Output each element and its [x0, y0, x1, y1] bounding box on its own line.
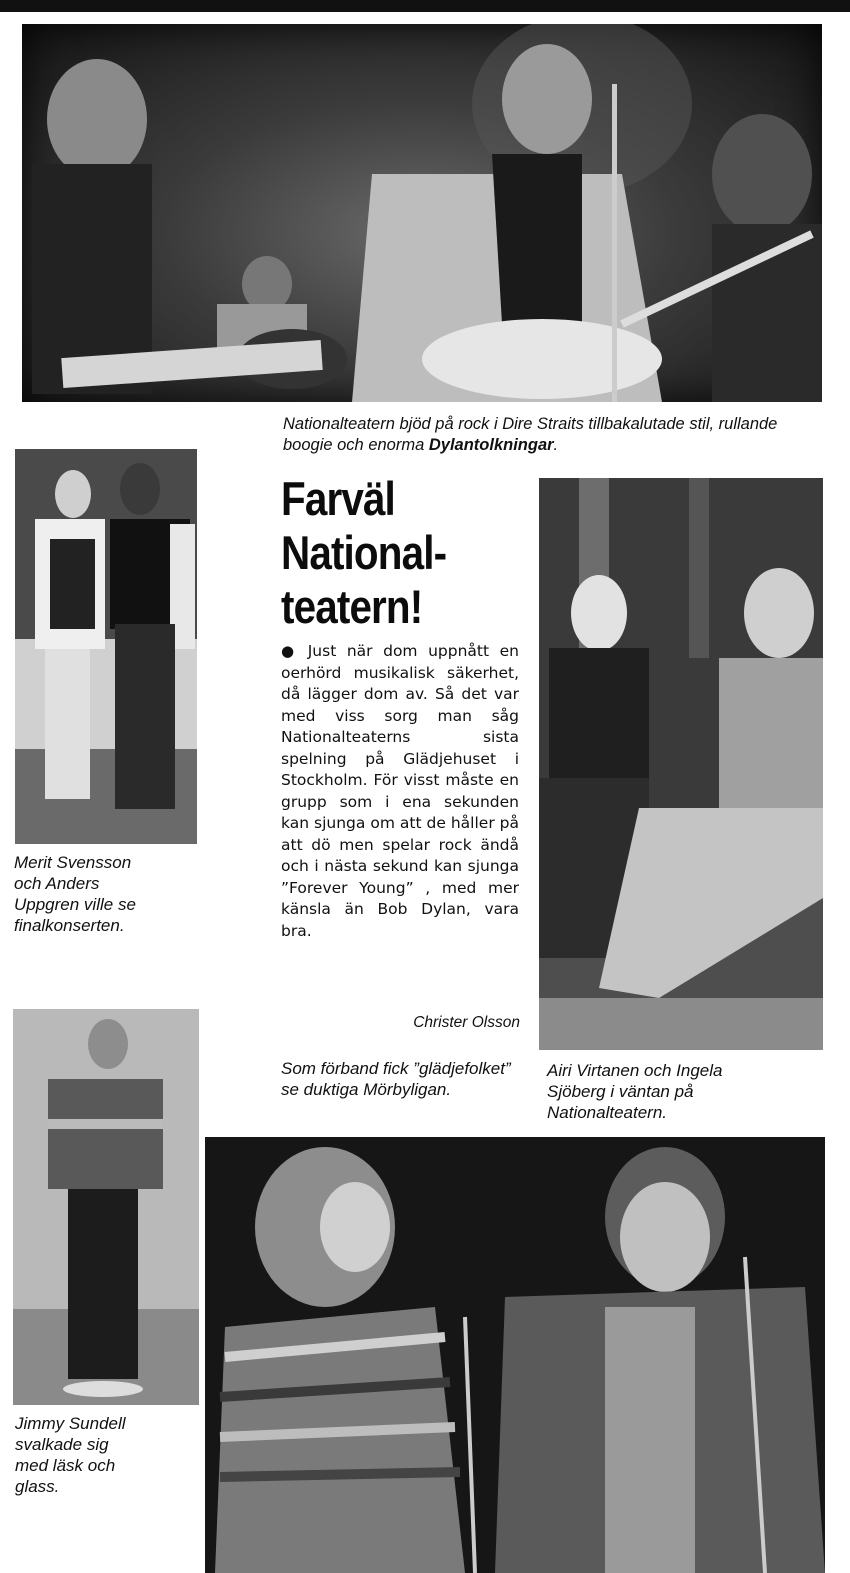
top-photo-caption [283, 414, 828, 456]
article-body [281, 641, 519, 942]
photo-singers [205, 1137, 825, 1573]
left-photo-2-caption: Jimmy Sundell svalkade sig med läsk och glass. [15, 1414, 126, 1496]
caption-text-1: Nationalteatern bjöd på rock i [283, 415, 503, 433]
top-border [0, 0, 850, 12]
article-body-text: Just när dom uppnått en oerhörd musikalisk säkerhet, då lägger dom av. Så det var med viss sorg man såg Nationalteaterns sista spelning på Glädjehuset i Stockholm. För visst måste en grupp som i ena sekunden kan sjunga om att de håller på att dö men spelar rock ändå och i nästa sekund kan sjunga ”Forever Young” , med mer känsla än Bob Dylan, vara bra. [281, 642, 519, 940]
photo-merit-and-anders [15, 449, 197, 844]
headline-line-2: National- [281, 526, 447, 579]
middle-caption: Som förband fick ”glädjefolket” se duktiga Mörbyligan. [281, 1059, 511, 1099]
headline-line-1: Farväl [281, 472, 395, 525]
caption-bold-dylantolkningar: Dylantolkningar [428, 436, 554, 454]
photo-band-on-stage [22, 24, 822, 402]
left-photo-1-caption: Merit Svensson och Anders Uppgren ville se finalkonserten. [14, 853, 136, 935]
caption-text-2: tillbakalutade stil, rullande boogie och enorma [283, 415, 778, 454]
photo-airi-and-ingela [539, 478, 823, 1050]
bullet-icon: ● [281, 642, 300, 660]
caption-text-3: . [553, 436, 559, 454]
article-byline: Christer Olsson [413, 1014, 520, 1031]
headline-line-3: teatern! [281, 580, 423, 633]
right-photo-caption: Airi Virtanen och Ingela Sjöberg i väntan på Nationalteatern. [547, 1061, 723, 1122]
caption-bold-dire-straits: Dire Straits [502, 415, 584, 433]
article-headline [281, 472, 496, 634]
photo-jimmy-sundell [13, 1009, 199, 1405]
